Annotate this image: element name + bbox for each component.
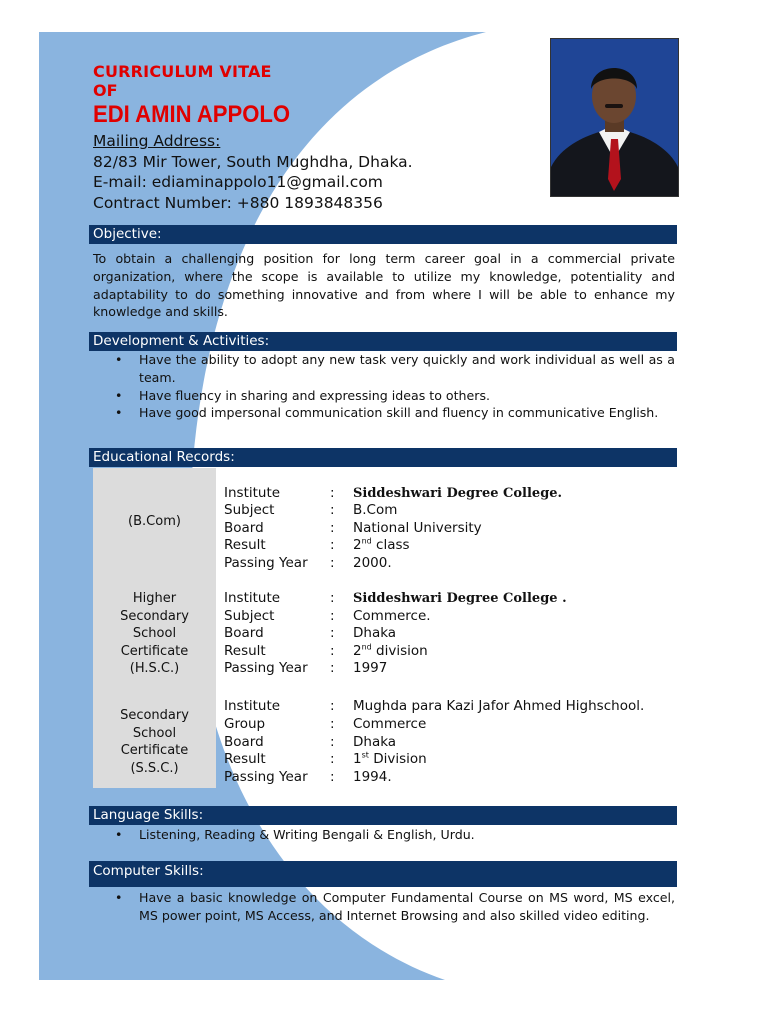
edu-key: Passing Year (224, 660, 308, 676)
objective-text: To obtain a challenging position for long term career goal in a commercial private organization, where the scope is available to utilize my knowledge, potentiality and adaptability to do something innovative and from where I will be able to enhance my knowledge and skills. (93, 251, 675, 320)
portrait-illustration (551, 39, 678, 196)
edu-colon: : (330, 590, 335, 606)
edu-value: Mughda para Kazi Jafor Ahmed Highschool. (353, 698, 645, 714)
edu-label-ssc: Secondary School Certificate (S.S.C.) (120, 708, 189, 776)
list-item: • Listening, Reading & Writing Bengali & English, Urdu. (93, 826, 675, 844)
address-text: 82/83 Mir Tower, South Mughdha, Dhaka. (93, 152, 413, 171)
edu-colon: : (330, 502, 335, 518)
edu-key: Result (224, 537, 266, 553)
computer-header: Computer Skills: (89, 861, 677, 887)
cv-title: CURRICULUM VITAE (93, 62, 272, 81)
edu-key: Passing Year (224, 769, 308, 785)
edu-value: National University (353, 520, 482, 536)
edu-colon: : (330, 643, 335, 659)
edu-value: Siddeshwari Degree College . (353, 591, 567, 606)
mailing-address-label: Mailing Address: (93, 132, 221, 150)
objective-header: Objective: (89, 225, 677, 244)
edu-value: Commerce. (353, 608, 431, 624)
list-item: • Have good impersonal communication skill and fluency in communicative English. (93, 404, 675, 422)
edu-value: 1997 (353, 660, 388, 676)
edu-colon: : (330, 734, 335, 750)
development-header: Development & Activities: (89, 332, 677, 351)
computer-list (93, 889, 675, 925)
contact-block (93, 131, 413, 213)
edu-colon: : (330, 751, 335, 767)
edu-colon: : (330, 769, 335, 785)
edu-key: Passing Year (224, 555, 308, 571)
list-item: • Have a basic knowledge on Computer Fundamental Course on MS word, MS excel, MS power point, MS Access, and Internet Browsing and also skilled video editing. (93, 889, 675, 925)
edu-colon: : (330, 608, 335, 624)
edu-colon: : (330, 537, 335, 553)
edu-value: 2nd division (353, 642, 428, 659)
edu-key: Institute (224, 698, 281, 714)
edu-key: Subject (224, 502, 275, 518)
edu-colon: : (330, 485, 335, 501)
edu-key: Result (224, 643, 266, 659)
edu-label-hsc: Higher Secondary School Certificate (H.S.C.) (120, 591, 189, 676)
edu-colon: : (330, 716, 335, 732)
cv-title-of: OF (93, 81, 118, 100)
edu-key: Board (224, 520, 264, 536)
edu-key: Institute (224, 590, 281, 606)
edu-colon: : (330, 555, 335, 571)
edu-value: 2nd class (353, 536, 410, 553)
edu-value: 1st Division (353, 750, 427, 767)
mustache (605, 104, 623, 108)
development-list (93, 351, 675, 422)
edu-value: 2000. (353, 555, 392, 571)
edu-key: Board (224, 625, 264, 641)
edu-key: Result (224, 751, 266, 767)
phone-text: Contract Number: +880 1893848356 (93, 193, 383, 212)
edu-value: B.Com (353, 502, 398, 518)
candidate-name: EDI AMIN APPOLO (93, 101, 291, 128)
edu-colon: : (330, 660, 335, 676)
language-list (93, 826, 675, 844)
language-header: Language Skills: (89, 806, 677, 825)
edu-value: Dhaka (353, 734, 397, 750)
edu-colon: : (330, 625, 335, 641)
profile-photo (550, 38, 679, 197)
edu-key: Subject (224, 608, 275, 624)
email-text[interactable]: E-mail: ediaminappolo11@gmail.com (93, 173, 383, 191)
education-header: Educational Records: (89, 448, 677, 467)
edu-key: Institute (224, 485, 281, 501)
edu-value: Dhaka (353, 625, 397, 641)
edu-key: Group (224, 716, 266, 732)
edu-value: Commerce (353, 716, 427, 732)
edu-value: Siddeshwari Degree College. (353, 486, 563, 501)
edu-value: 1994. (353, 769, 392, 785)
list-item: • Have fluency in sharing and expressing ideas to others. (93, 387, 675, 405)
edu-label-bcom: (B.Com) (128, 514, 181, 529)
edu-colon: : (330, 520, 335, 536)
edu-colon: : (330, 698, 335, 714)
edu-key: Board (224, 734, 264, 750)
list-item: • Have the ability to adopt any new task very quickly and work individual as well as a team. (93, 351, 675, 387)
